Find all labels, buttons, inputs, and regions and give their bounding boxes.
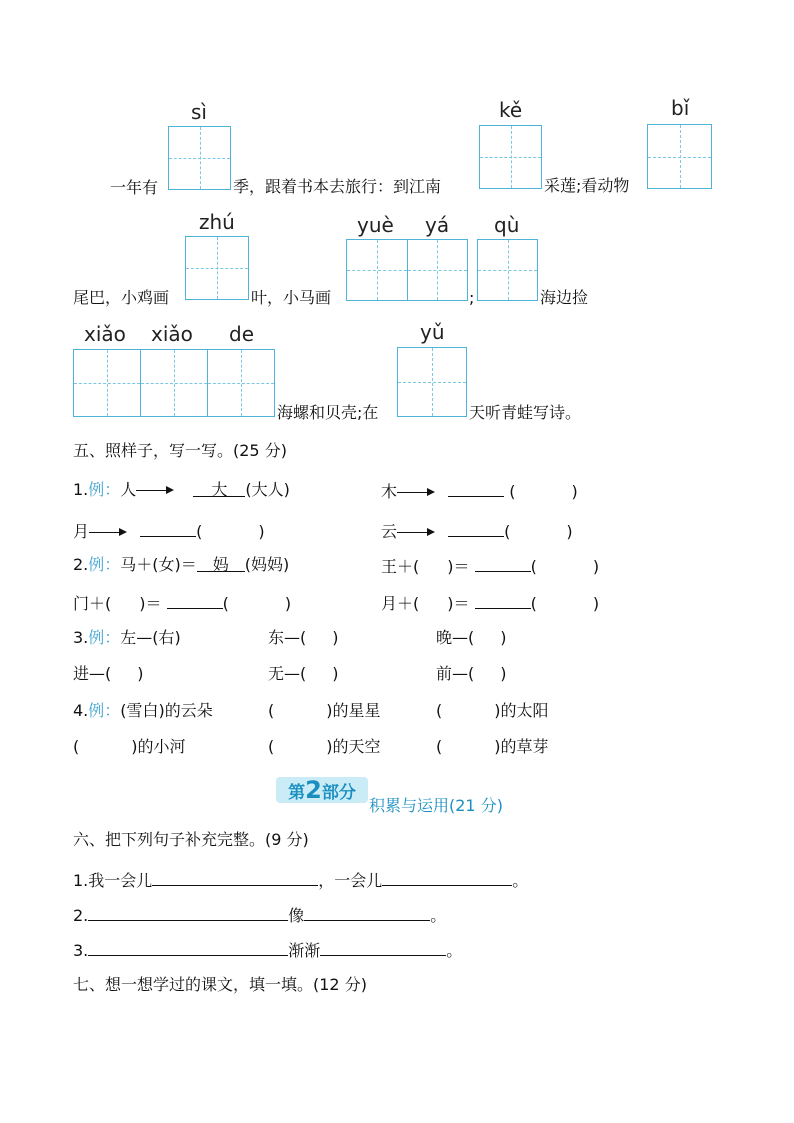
q2-row1-left (73, 555, 289, 575)
q1-example-word: (大人) (245, 480, 290, 499)
q1-char-yue: 月 (73, 522, 90, 541)
arrow-icon (89, 528, 127, 538)
q4-example-phrase: (雪白)的云朵 (120, 701, 213, 720)
part2-badge: 第2部分 (276, 777, 368, 803)
pinyin-yue: yuè (357, 213, 394, 237)
q2-example-formula: 马＋(女)＝ (120, 555, 197, 574)
poem-line1-a: 一年有 (110, 178, 159, 197)
writing-grid-qu[interactable] (477, 239, 538, 301)
q4-xiaohe: ( )的小河 (73, 737, 186, 756)
q4-caoya: ( )的草芽 (436, 737, 549, 756)
s6-s3-blank-1[interactable] (88, 939, 288, 956)
q2-formula-yue-eq: )＝ (447, 594, 470, 613)
q4-number: 4. (73, 701, 89, 720)
q1-example-label: 例： (88, 480, 121, 499)
q4-example-label: 例： (88, 701, 121, 720)
q3-example (73, 628, 181, 648)
pinyin-si: sì (191, 100, 207, 124)
q2-formula-yue: 月＋( (381, 594, 420, 613)
q4-xingxing: ( )的星星 (268, 701, 381, 720)
q2-formula-men: 门＋( (73, 594, 112, 613)
q3-example-pair: 左—(右) (120, 628, 181, 647)
q4-tiankong: ( )的天空 (268, 737, 381, 756)
s6-sentence-3: 3. 渐渐 。 (73, 941, 463, 960)
pinyin-xiao-1: xiǎo (84, 322, 126, 346)
q1-yun-answer-line[interactable] (448, 520, 504, 537)
s6-s3-blank-2[interactable] (320, 939, 446, 956)
q2-example-answer: 妈 (197, 555, 245, 572)
poem-line3-a: 海螺和贝壳;在 (277, 403, 379, 422)
s6-sentence-1: 1.我一会儿 ，一会儿 。 (73, 871, 529, 890)
q2-row2-left: 门＋( )＝ ( ) (73, 594, 292, 613)
q1-row1-right: 木 ( ) (381, 482, 578, 501)
q1-char-mu: 木 (381, 482, 398, 501)
writing-grid-zhu[interactable] (185, 236, 249, 300)
q1-row1-left (73, 480, 290, 500)
q1-row2-right: 云 ( ) (381, 522, 573, 541)
q2-row1-right: 王＋( )＝ ( ) (381, 557, 600, 576)
q2-formula-wang: 王＋( (381, 557, 420, 576)
pinyin-yu: yǔ (420, 320, 445, 344)
q3-dong: 东—( ) (268, 628, 339, 647)
s6-s2-blank-1[interactable] (88, 904, 288, 921)
pinyin-xiao-2: xiǎo (151, 322, 193, 346)
q2-formula-wang-eq: )＝ (447, 557, 470, 576)
pinyin-ke: kě (499, 98, 523, 122)
poem-line1-c: 采莲;看动物 (544, 176, 630, 195)
pinyin-qu: qù (494, 213, 520, 237)
writing-grid-xiaoxiaode[interactable] (73, 349, 275, 417)
q1-yue-answer-line[interactable] (140, 520, 196, 537)
pinyin-bi: bǐ (671, 96, 690, 120)
arrow-icon (136, 486, 174, 496)
q2-example-word: (妈妈) (244, 555, 290, 574)
q2-men-answer-line[interactable] (167, 592, 223, 609)
s6-sentence-2: 2. 像 。 (73, 906, 447, 925)
q3-example-label: 例： (88, 628, 121, 647)
q2-number: 2. (73, 555, 89, 574)
arrow-icon (397, 528, 435, 538)
poem-line2-b: 叶，小马画 (251, 288, 332, 307)
pinyin-de: de (229, 322, 254, 346)
q3-wan: 晚—( ) (436, 628, 507, 647)
arrow-icon (397, 488, 435, 498)
q1-char-yun: 云 (381, 522, 398, 541)
q2-yue-answer-line[interactable] (475, 592, 531, 609)
s6-s1-blank-1[interactable] (152, 869, 318, 886)
q4-taiyang: ( )的太阳 (436, 701, 549, 720)
q3-qian: 前—( ) (436, 664, 507, 683)
q1-number: 1. (73, 480, 89, 499)
section5-title: 五、照样子，写一写。(25 分) (73, 441, 287, 460)
q1-example-char: 人 (120, 480, 137, 499)
q2-formula-men-eq: )＝ (139, 594, 162, 613)
poem-line2-d: 海边捡 (540, 288, 589, 307)
s6-s2-blank-2[interactable] (304, 904, 430, 921)
poem-line2-a: 尾巴，小鸡画 (73, 288, 170, 307)
q4-example (73, 701, 213, 721)
s6-s1-blank-2[interactable] (382, 869, 512, 886)
writing-grid-bi[interactable] (647, 124, 712, 189)
q3-number: 3. (73, 628, 89, 647)
q2-row2-right: 月＋( )＝ ( ) (381, 594, 600, 613)
q3-jin: 进—( ) (73, 664, 144, 683)
q1-example-answer: 大 (193, 480, 245, 497)
poem-line2-c: ; (469, 288, 475, 307)
q1-mu-answer-line[interactable] (448, 480, 504, 497)
pinyin-zhu: zhú (199, 210, 235, 234)
part2-title: 积累与运用(21 分) (369, 796, 503, 815)
q3-wu: 无—( ) (268, 664, 339, 683)
writing-grid-si[interactable] (168, 126, 231, 190)
writing-grid-ke[interactable] (479, 125, 542, 189)
pinyin-ya: yá (425, 213, 450, 237)
poem-line1-b: 季，跟着书本去旅行：到江南 (233, 177, 442, 196)
q2-wang-answer-line[interactable] (475, 555, 531, 572)
writing-grid-yu[interactable] (397, 347, 467, 417)
poem-line3-b: 天听青蛙写诗。 (469, 403, 582, 422)
section6-title: 六、把下列句子补充完整。(9 分) (73, 830, 309, 849)
q1-row2-left: 月 ( ) (73, 522, 265, 541)
q2-example-label: 例： (88, 555, 121, 574)
writing-grid-yueya[interactable] (346, 239, 468, 301)
section7-title: 七、想一想学过的课文，填一填。(12 分) (73, 975, 367, 994)
